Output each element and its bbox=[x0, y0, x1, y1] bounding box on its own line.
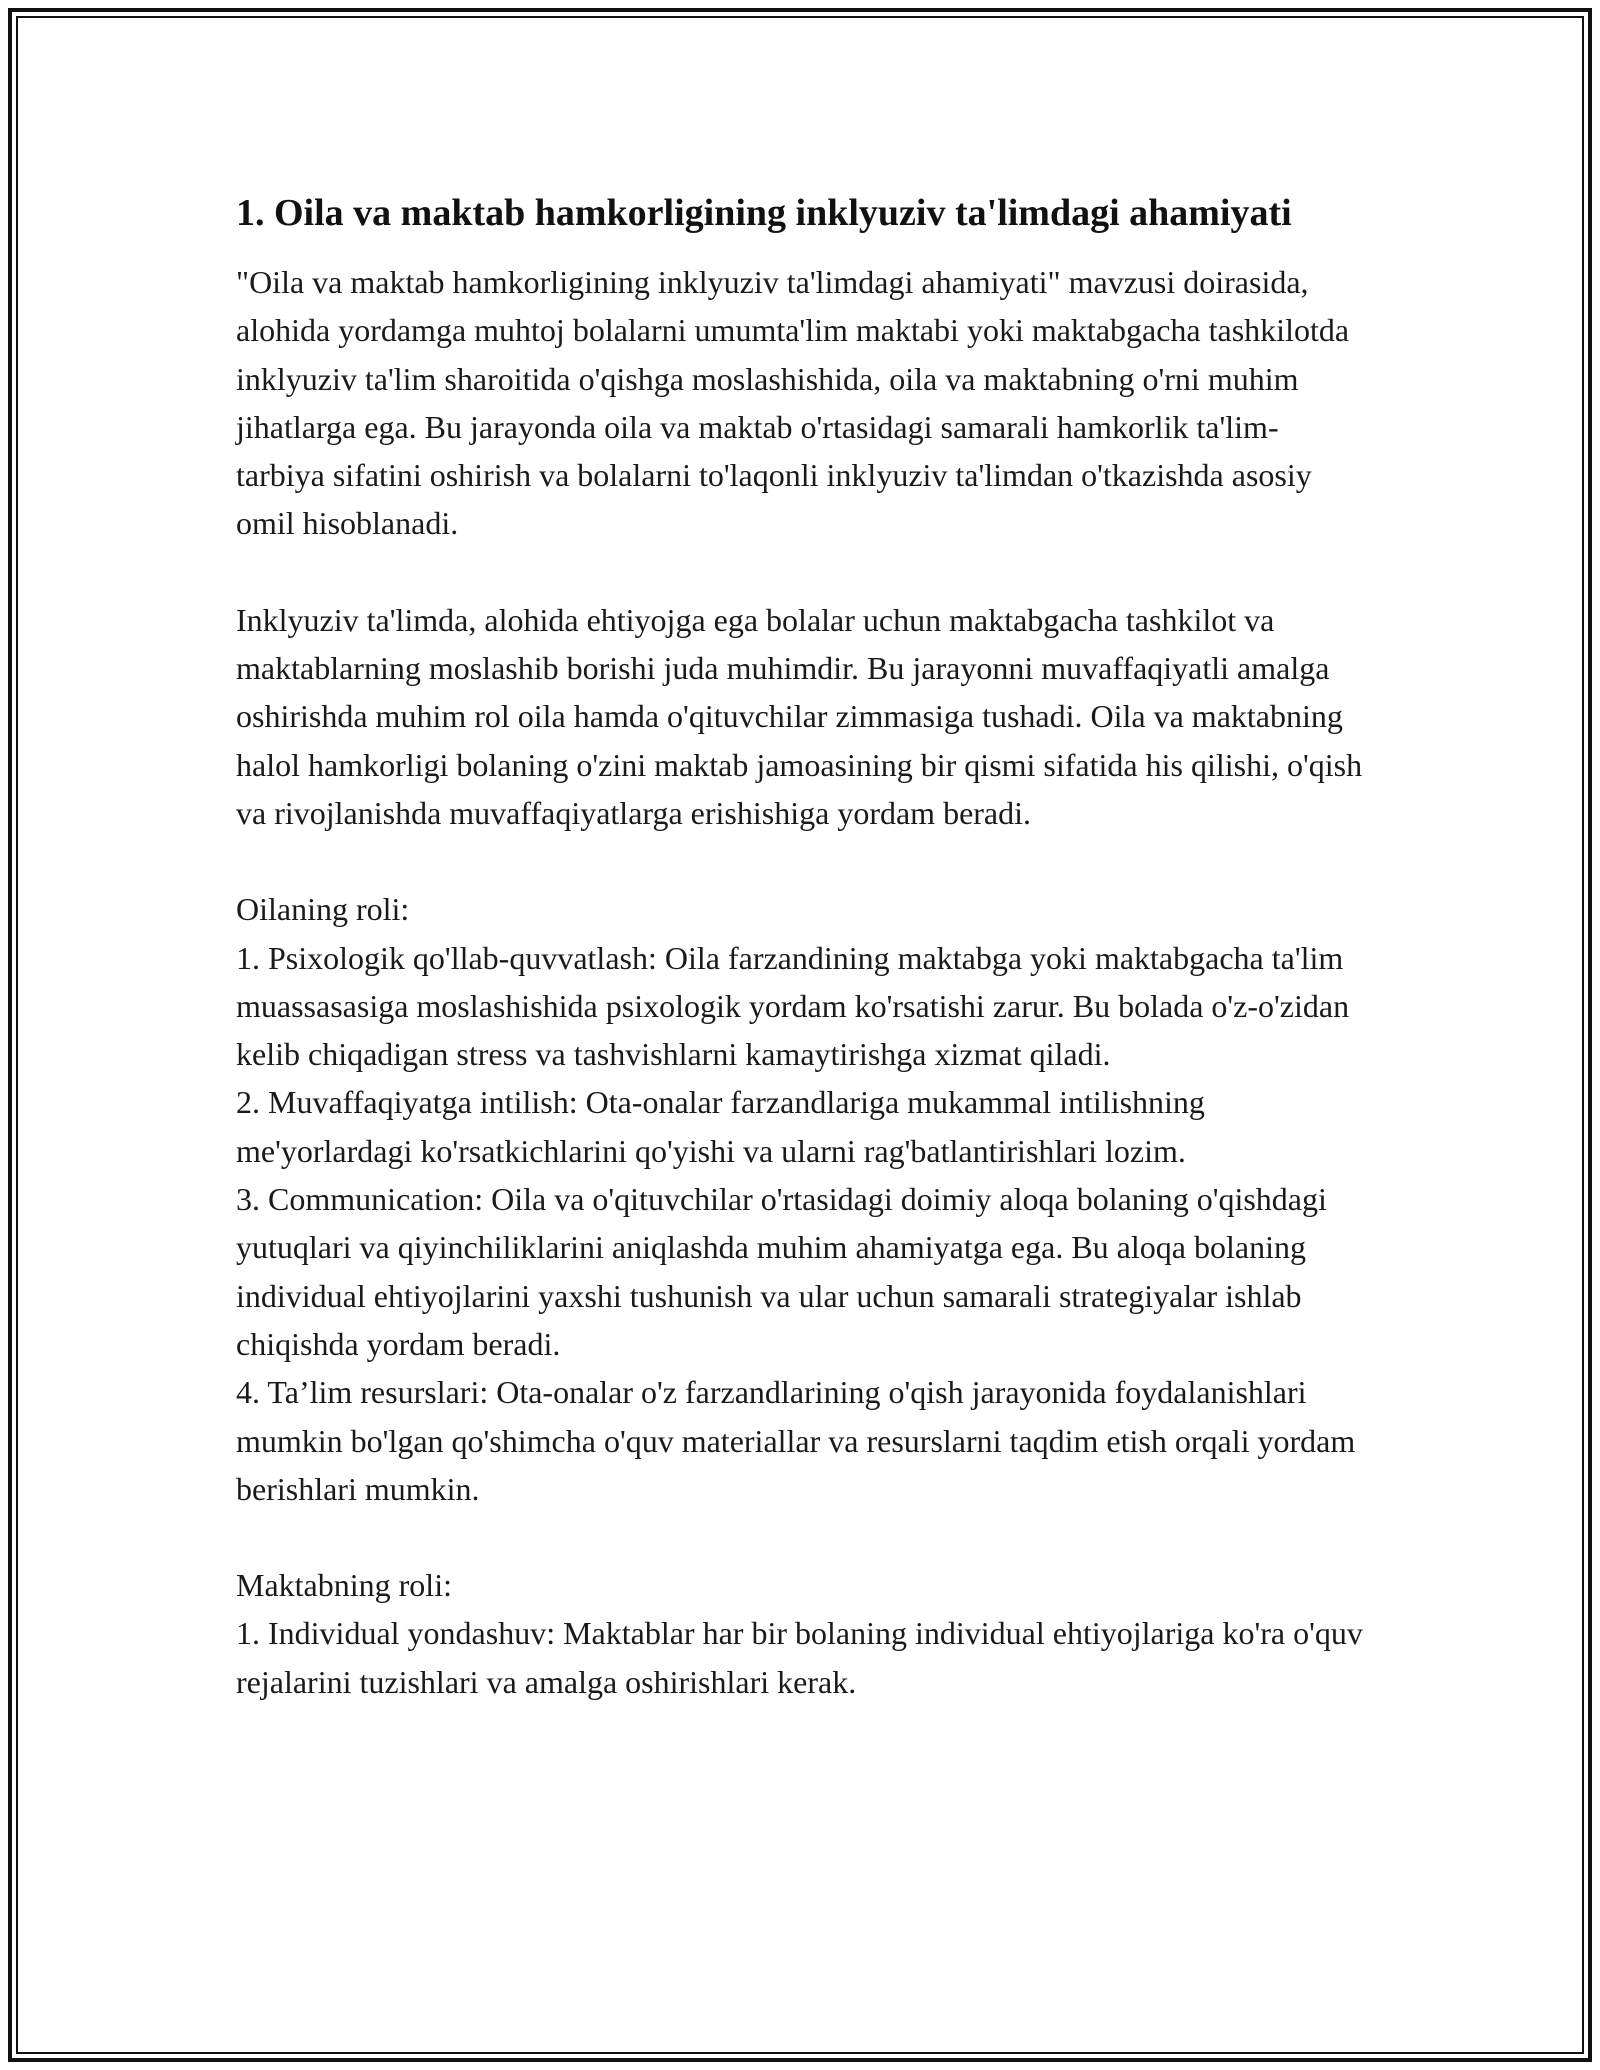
document-title: 1. Oila va maktab hamkorligining inklyuziv ta'limdagi ahamiyati bbox=[236, 192, 1292, 234]
family-role-section: Oilaning roli: 1. Psixologik qo'llab-quvvatlash: Oila farzandining maktabga yoki maktabgacha ta'lim muassasasiga moslashishida psixologik yordam ko'rsatishi zarur. Bu bolada o'z-o'zidan kelib chiqadigan stress va tashvishlarni kamaytirishga xizmat qiladi. 2. Muvaffaqiyatga intilish: Ota-onalar farzandlariga mukammal intilishning me'yorlardagi ko'rsatkichlarini qo'yishi va ularni rag'batlantirishlari lozim. 3. Communication: Oila va o'qituvchilar o'rtasidagi doimiy aloqa bolaning o'qishdagi yutuqlari va qiyinchiliklarini aniqlashda muhim ahamiyatga ega. Bu aloqa bolaning individual ehtiyojlarini yaxshi tushunish va ular uchun samarali strategiyalar ishlab chiqishda yordam beradi. 4. Ta’lim resurslari: Ota-onalar o'z farzandlarining o'qish jarayonida foydalanishlari mumkin bo'lgan qo'shimcha o'quv materiallar va resurslarni taqdim etish orqali yordam berishlari mumkin. bbox=[236, 891, 1356, 1507]
inclusive-education-paragraph: Inklyuziv ta'limda, alohida ehtiyojga ega bolalar uchun maktabgacha tashkilot va maktablarning moslashib borishi juda muhimdir. Bu jarayonni muvaffaqiyatli amalga oshirishda muhim rol oila hamda o'qituvchilar zimmasiga tushadi. Oila va maktabning halol hamkorligi bolaning o'zini maktab jamoasining bir qismi sifatida his qilishi, o'qish va rivojlanishda muvaffaqiyatlarga erishishiga yordam beradi. bbox=[236, 601, 1363, 831]
document-body bbox=[236, 186, 1366, 1706]
intro-paragraph: "Oila va maktab hamkorligining inklyuziv ta'limdagi ahamiyati" mavzusi doirasida, alohida yordamga muhtoj bolalarni umumta'lim maktabi yoki maktabgacha tashkilotda inklyuziv ta'lim sharoitida o'qishga moslashishida, oila va maktabning o'rni muhim jihatlarga ega. Bu jarayonda oila va maktab o'rtasidagi samarali hamkorlik ta'lim-tarbiya sifatini oshirish va bolalarni to'laqonli inklyuziv ta'limdan o'tkazishda asosiy omil hisoblanadi. bbox=[236, 264, 1350, 542]
school-role-section: Maktabning roli: 1. Individual yondashuv: Maktablar har bir bolaning individual ehtiyojlariga ko'ra o'quv rejalarini tuzishlari va amalga oshirishlari kerak. bbox=[236, 1567, 1363, 1700]
